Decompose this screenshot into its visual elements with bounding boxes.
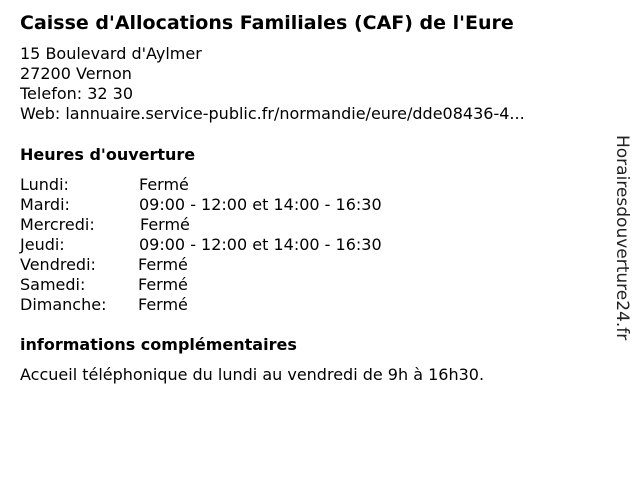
time-value: Fermé [138,255,188,274]
time-value: Fermé [138,295,188,314]
site-watermark: Horairesdouverture24.fr [612,135,632,341]
time-value: Fermé [138,275,188,294]
opening-hours-table [20,175,580,315]
page-title: Caisse d'Allocations Familiales (CAF) de l'Eure [20,12,514,34]
day-label: Vendredi: [20,255,96,274]
hours-row-sunday [20,295,580,315]
time-value: Fermé [139,175,189,194]
hours-row-saturday [20,275,580,295]
day-label: Lundi: [20,175,69,194]
additional-info-heading: informations complémentaires [20,335,297,354]
time-value: Fermé [140,215,190,234]
hours-row-monday [20,175,580,195]
day-label: Dimanche: [20,295,107,314]
hours-row-wednesday [20,215,580,235]
hours-row-thursday [20,235,580,255]
day-label: Jeudi: [20,235,65,254]
city-postcode: 27200 Vernon [20,64,132,83]
day-label: Mardi: [20,195,70,214]
address-block [20,44,525,124]
hours-row-friday [20,255,580,275]
time-value: 09:00 - 12:00 et 14:00 - 16:30 [139,235,382,254]
day-label: Mercredi: [20,215,95,234]
additional-info-text: Accueil téléphonique du lundi au vendredi de 9h à 16h30. [20,365,485,384]
street-address: 15 Boulevard d'Aylmer [20,44,202,63]
opening-hours-heading: Heures d'ouverture [20,145,196,164]
time-value: 09:00 - 12:00 et 14:00 - 16:30 [139,195,382,214]
website-link[interactable]: Web: lannuaire.service-public.fr/normandie/eure/dde08436-4... [20,104,525,123]
day-label: Samedi: [20,275,86,294]
hours-row-tuesday [20,195,580,215]
phone-number: Telefon: 32 30 [20,84,134,103]
